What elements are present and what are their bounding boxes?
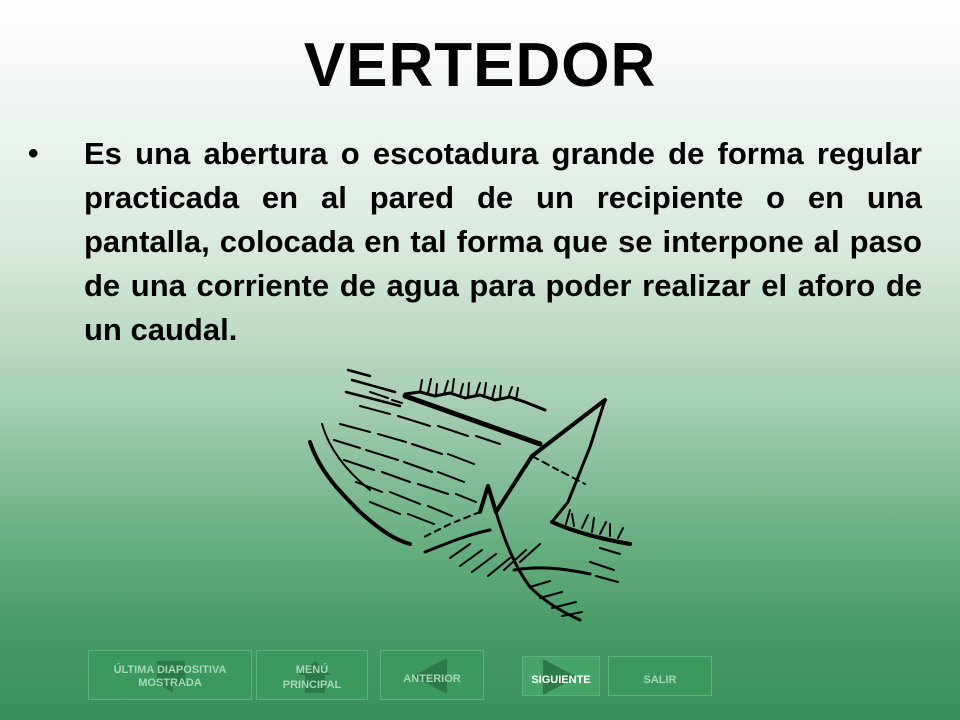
weir-illustration <box>300 362 640 624</box>
previous-button[interactable] <box>380 650 484 700</box>
bullet-item <box>28 132 922 352</box>
exit-label: SALIR <box>643 674 677 686</box>
previous-label: ANTERIOR <box>403 673 461 685</box>
bullet-text: Es una abertura o escotadura grande de forma regular practicada en al pared de un recipiente o en una pantalla, colocada en tal forma que se interpone al paso de una corriente de agua para poder realizar el aforo de un caudal. <box>84 136 922 347</box>
last-viewed-label-line2: MOSTRADA <box>138 677 202 689</box>
main-menu-label-line1: MENÚ <box>295 664 329 676</box>
slide-title: VERTEDOR <box>303 31 657 100</box>
next-button[interactable] <box>522 656 600 696</box>
main-menu-button[interactable] <box>256 650 368 700</box>
exit-button[interactable] <box>608 656 712 696</box>
last-viewed-label-line1: ÚLTIMA DIAPOSITIVA <box>113 664 227 676</box>
navigation-bar <box>88 650 728 702</box>
bullet-dot: • <box>28 137 39 170</box>
main-menu-label-line2: PRINCIPAL <box>282 679 342 691</box>
next-label: SIGUIENTE <box>531 674 591 686</box>
last-viewed-slide-button[interactable] <box>88 650 252 700</box>
